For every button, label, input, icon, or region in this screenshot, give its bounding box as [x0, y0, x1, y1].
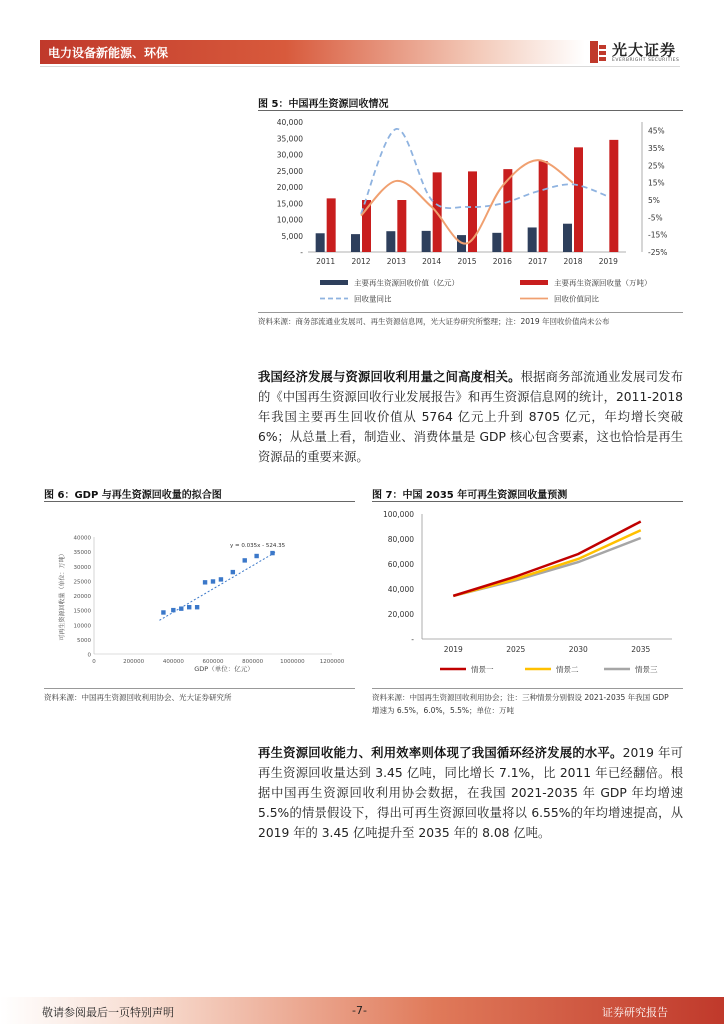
fig7-x-tick-label: 2035 — [631, 645, 651, 654]
fig7-y-tick-label: 80,000 — [387, 535, 414, 544]
fig6-point — [179, 606, 183, 610]
fig6-point — [211, 579, 215, 583]
fig5-bar-volume — [327, 198, 336, 252]
fig5-x-tick-label: 2015 — [457, 257, 477, 266]
fig7-chart — [372, 505, 683, 685]
fig5-y-tick-label: 10,000 — [276, 215, 303, 225]
paragraph-1-body: 根据商务部流通业发展司发布的《中国再生资源回收行业发展报告》和再生资源信息网的统计，2011-2018 年我国主要再生回收价值从 5764 亿元上升到 8705 亿元，年均增长突破 6%；从总量上看，制造业、消费体量是 GDP 核心包含要素，这也恰恰是再生资源品的重要来源。 — [258, 370, 683, 464]
fig6-x-tick-label: 400000 — [162, 659, 184, 665]
fig6-point — [243, 558, 247, 562]
fig7-source-line2: 增速为 6.5%，6.0%，5.5%；单位：万吨 — [372, 706, 515, 715]
fig7-y-tick-label: - — [411, 635, 414, 644]
fig5-legend-label: 主要再生资源回收量（万吨） — [554, 278, 652, 288]
fig5-y-tick-label: 15,000 — [276, 199, 303, 209]
brand-name: 光大证券 — [612, 41, 677, 59]
fig5-y2-tick-label: -25% — [648, 248, 668, 257]
fig5-x-tick-label: 2016 — [492, 257, 512, 266]
fig5-bar-volume — [609, 140, 618, 252]
fig5-x-tick-label: 2012 — [351, 257, 371, 266]
fig6-point — [219, 577, 223, 581]
fig6-y-tick-label: 30000 — [73, 564, 91, 571]
fig6-chart — [44, 505, 355, 685]
fig5-y-tick-label: 5,000 — [281, 231, 303, 241]
fig7-legend-label: 情景一 — [471, 665, 494, 674]
fig6-y-tick-label: 40000 — [73, 535, 91, 542]
fig5-bar-value — [316, 233, 325, 252]
fig5-bar-value — [492, 233, 501, 252]
fig5-y-tick-label: 30,000 — [276, 150, 303, 160]
fig5-y-tick-label: 20,000 — [276, 183, 303, 192]
fig6-bottom-rule — [44, 688, 355, 689]
fig5-bar-volume — [539, 161, 548, 252]
fig7-legend-label: 情景二 — [556, 665, 579, 674]
fig7-top-rule — [372, 501, 683, 502]
fig6-point — [161, 610, 165, 614]
fig5-bar-value — [351, 234, 360, 252]
fig5-bar-value — [422, 231, 431, 252]
fig6-y-tick-label: 0 — [87, 652, 91, 659]
fig5-bar-volume — [574, 147, 583, 252]
fig6-point — [270, 551, 274, 555]
fig5-y2-tick-label: 5% — [648, 196, 660, 205]
fig6-y-tick-label: 20000 — [73, 594, 91, 600]
fig6-x-label: GDP（单位：亿元） — [194, 665, 254, 673]
fig6-title: 图 6：GDP 与再生资源回收量的拟合图 — [44, 490, 222, 501]
fig5-y2-tick-label: 35% — [648, 144, 665, 153]
fig5-chart — [258, 112, 683, 310]
fig7-bottom-rule — [372, 688, 683, 689]
fig6-y-tick-label: 5000 — [77, 637, 91, 644]
paragraph-2 — [258, 743, 683, 843]
footer-disclaimer: 敬请参阅最后一页特别声明 — [42, 1006, 174, 1019]
fig5-x-tick-label: 2018 — [563, 257, 583, 266]
fig7-source-line1: 资料来源：中国再生资源回收利用协会；注：三种情景分别假设 2021-2035 年我国 GDP — [372, 693, 669, 702]
fig5-legend-label: 回收量同比 — [354, 294, 392, 304]
fig5-title: 图 5：中国再生资源回收情况 — [258, 99, 389, 110]
fig6-trendline — [159, 552, 276, 621]
fig6-x-tick-label: 200000 — [123, 659, 145, 665]
fig7-y-tick-label: 60,000 — [387, 560, 414, 569]
paragraph-1-lead: 我国经济发展与资源回收利用量之间高度相关。 — [258, 370, 521, 384]
fig6-y-tick-label: 35000 — [73, 550, 91, 557]
fig6-y-tick-label: 15000 — [73, 608, 91, 615]
fig5-y2-tick-label: 15% — [648, 178, 665, 188]
header-rule — [40, 66, 680, 67]
fig5-bottom-rule — [258, 312, 683, 313]
fig6-point — [195, 605, 199, 609]
fig5-bar-value — [528, 227, 537, 252]
fig5-bar-value — [386, 231, 395, 252]
fig6-x-tick-label: 600000 — [202, 659, 224, 665]
fig7-title: 图 7：中国 2035 年可再生资源回收量预测 — [372, 490, 568, 501]
fig5-y2-tick-label: 45% — [648, 126, 665, 136]
fig5-bar-volume — [503, 169, 512, 252]
fig5-x-tick-label: 2017 — [528, 257, 548, 266]
fig5-legend-label: 回收价值同比 — [554, 294, 599, 304]
fig5-bar-value — [563, 224, 572, 252]
section-title: 电力设备新能源、环保 — [48, 46, 169, 60]
fig6-x-tick-label: 0 — [92, 659, 96, 665]
fig5-y-tick-label: 40,000 — [276, 118, 303, 127]
fig7-line-1 — [453, 522, 641, 596]
fig7-legend-label: 情景三 — [635, 665, 658, 674]
fig5-x-tick-label: 2011 — [316, 257, 336, 266]
fig6-x-tick-label: 1200000 — [319, 659, 345, 665]
fig6-top-rule — [44, 501, 355, 502]
fig6-point — [231, 570, 235, 574]
fig6-point — [254, 554, 258, 558]
fig7-y-tick-label: 40,000 — [387, 585, 414, 594]
fig5-y-tick-label: 35,000 — [276, 134, 303, 144]
page-number: -7- — [352, 1004, 367, 1017]
fig7-y-tick-label: 100,000 — [382, 510, 414, 519]
fig5-y-tick-label: - — [300, 248, 303, 257]
paragraph-2-body: 2019 年可再生资源回收量达到 3.45 亿吨，同比增长 7.1%，比 2011 年已经翻倍。根据中国再生资源回收利用协会数据，在我国 2021-2035 年 GDP 年均增速 5.5%的情景假设下，得出可再生资源回收量将以 6.55%的年均增速提高，从 2019 年的 3.45 亿吨提升至 2035 年的 8.08 亿吨。 — [258, 746, 683, 840]
fig7-x-tick-label: 2030 — [568, 645, 588, 654]
fig6-point — [171, 608, 175, 612]
paragraph-1 — [258, 367, 683, 467]
fig6-y-label: 可再生资源回收量（单位：万吨） — [59, 550, 66, 641]
fig6-point — [187, 605, 191, 609]
fig5-legend-swatch — [520, 280, 548, 285]
fig5-y-tick-label: 25,000 — [276, 166, 303, 176]
fig6-y-tick-label: 25000 — [73, 579, 91, 586]
fig6-point — [203, 580, 207, 584]
fig5-source: 资料来源：商务部流通业发展司、再生资源信息网，光大证券研究所整理；注：2019 年回收价值尚未公布 — [258, 317, 610, 326]
fig6-x-tick-label: 1000000 — [280, 659, 305, 665]
fig5-x-tick-label: 2019 — [598, 257, 618, 266]
fig5-x-tick-label: 2013 — [386, 257, 406, 266]
fig5-y2-tick-label: 25% — [648, 161, 665, 171]
fig6-y-tick-label: 10000 — [73, 623, 91, 630]
fig5-x-tick-label: 2014 — [422, 257, 442, 266]
fig5-bar-volume — [397, 200, 406, 252]
fig5-y2-tick-label: -5% — [648, 213, 663, 223]
paragraph-2-lead: 再生资源回收能力、利用效率则体现了我国循环经济发展的水平。 — [258, 746, 623, 760]
fig5-legend-swatch — [320, 280, 348, 285]
fig6-source: 资料来源：中国再生资源回收利用协会、光大证券研究所 — [44, 693, 232, 702]
fig7-y-tick-label: 20,000 — [387, 610, 414, 619]
fig5-legend-label: 主要再生资源回收价值（亿元） — [354, 278, 459, 288]
fig5-top-rule — [258, 110, 683, 111]
fig5-y2-tick-label: -15% — [648, 230, 668, 240]
fig6-equation: y = 0.035x - 524.35 — [230, 543, 286, 549]
fig7-x-tick-label: 2025 — [506, 645, 526, 654]
footer-report-type: 证券研究报告 — [602, 1006, 668, 1019]
brand-subtitle: EVERBRIGHT SECURITIES — [612, 58, 680, 63]
fig6-x-tick-label: 800000 — [242, 659, 264, 665]
fig7-x-tick-label: 2019 — [443, 645, 463, 654]
